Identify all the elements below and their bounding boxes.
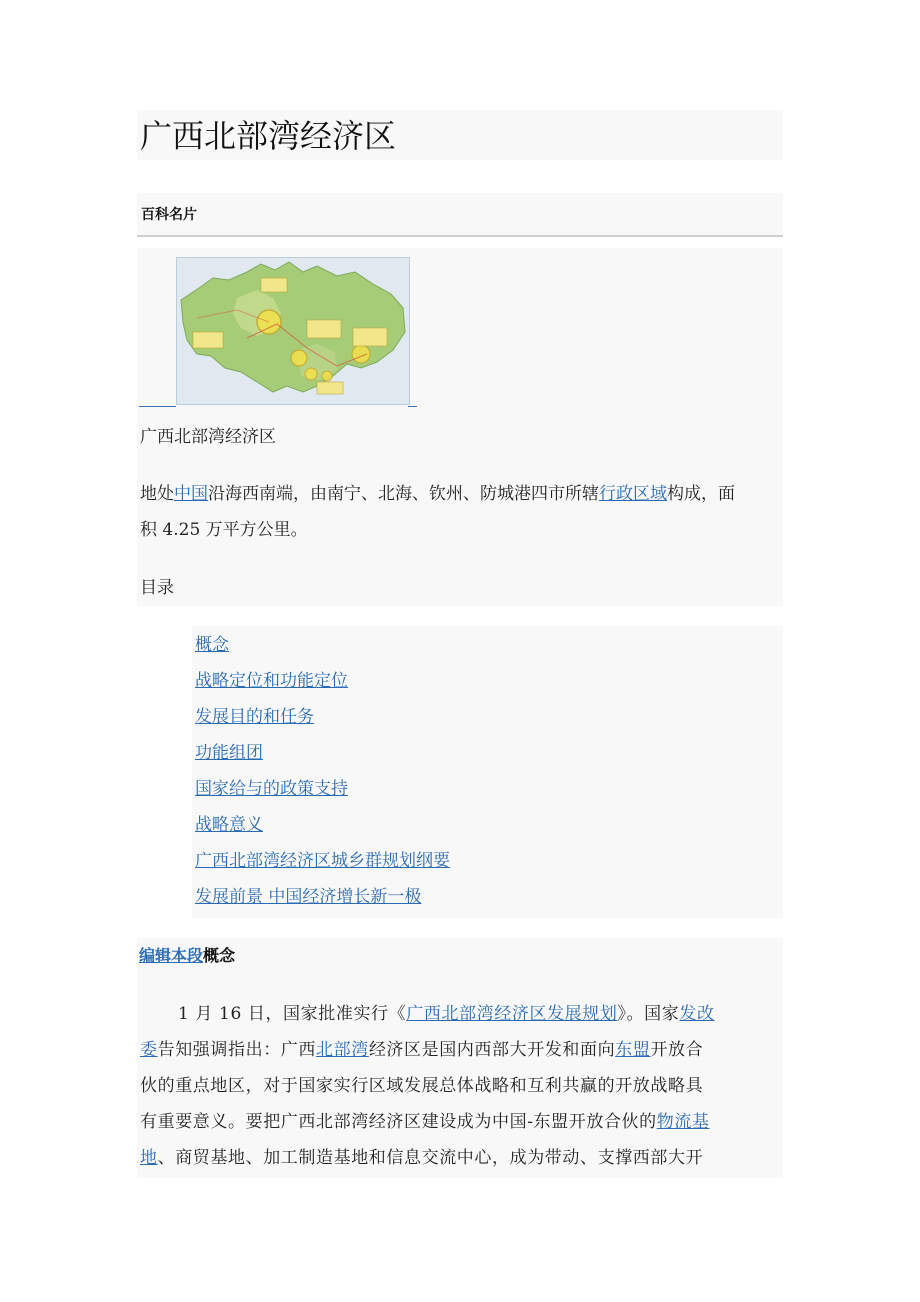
map-graphic xyxy=(177,258,409,404)
ndrc-link[interactable]: 发改 xyxy=(679,1004,715,1024)
paragraph-line xyxy=(140,996,782,1032)
admin-region-link[interactable]: 行政区域 xyxy=(599,484,667,504)
china-link[interactable]: 中国 xyxy=(174,484,208,504)
beibu-gulf-link[interactable]: 北部湾 xyxy=(316,1040,369,1060)
paragraph-text: 经济区是国内西部大开发和面向 xyxy=(368,1040,616,1060)
image-link-underline xyxy=(139,406,176,407)
intro-line-1 xyxy=(140,484,735,504)
toc-item-function-groups[interactable]: 功能组团 xyxy=(195,743,263,763)
intro-text: 构成，面 xyxy=(667,484,735,504)
toc-item-goals[interactable]: 发展目的和任务 xyxy=(195,707,314,727)
image-link-underline xyxy=(408,406,417,407)
edit-section-link[interactable]: 编辑本段 xyxy=(139,946,204,965)
page-title: 广西北部湾经济区 xyxy=(140,117,397,155)
title-block xyxy=(137,110,783,160)
section-heading xyxy=(139,946,235,966)
card-header-label: 百科名片 xyxy=(141,207,197,223)
toc-label: 目录 xyxy=(140,578,174,598)
image-caption: 广西北部湾经济区 xyxy=(140,427,276,447)
intro-text: 地处 xyxy=(140,484,174,504)
paragraph-line: 伙的重点地区，对于国家实行区域发展总体战略和互利共赢的开放战略具 xyxy=(140,1076,704,1096)
paragraph-text: 》。国家 xyxy=(617,1004,680,1024)
plan-link[interactable]: 广西北部湾经济区发展规划 xyxy=(406,1004,618,1024)
toc-item-prospects[interactable]: 发展前景 中国经济增长新一极 xyxy=(195,887,422,907)
paragraph-text: 有重要意义。要把广西北部湾经济区建设成为中国-东盟开放合伙的 xyxy=(140,1112,657,1132)
toc-item-urban-plan[interactable]: 广西北部湾经济区城乡群规划纲要 xyxy=(195,851,450,871)
ndrc-link-cont[interactable]: 委 xyxy=(140,1040,158,1060)
paragraph-line xyxy=(140,1104,782,1140)
logistics-base-link[interactable]: 物流基 xyxy=(656,1112,710,1132)
intro-text: 沿海西南端，由南宁、北海、钦州、防城港四市所辖 xyxy=(208,484,599,504)
logistics-base-link-cont[interactable]: 地 xyxy=(140,1148,158,1168)
paragraph-text: 1 月 16 日，国家批准实行《 xyxy=(178,1004,407,1024)
toc-item-significance[interactable]: 战略意义 xyxy=(195,815,263,835)
paragraph-text: 告知强调指出：广西 xyxy=(157,1040,317,1060)
encyclopedia-card-header xyxy=(137,193,783,237)
toc-item-strategy[interactable]: 战略定位和功能定位 xyxy=(195,671,348,691)
paragraph-text: 、商贸基地、加工制造基地和信息交流中心，成为带动、支撑西部大开 xyxy=(157,1148,704,1168)
intro-line-2: 积 4.25 万平方公里。 xyxy=(140,520,308,540)
asean-link[interactable]: 东盟 xyxy=(615,1040,651,1060)
toc-item-concept[interactable]: 概念 xyxy=(195,635,229,655)
section-title: 概念 xyxy=(203,946,236,965)
paragraph-line xyxy=(140,1032,782,1068)
toc-item-policy[interactable]: 国家给与的政策支持 xyxy=(195,779,348,799)
region-map-image[interactable] xyxy=(176,257,410,405)
paragraph-text: 开放合 xyxy=(650,1040,704,1060)
paragraph-line xyxy=(140,1140,782,1176)
